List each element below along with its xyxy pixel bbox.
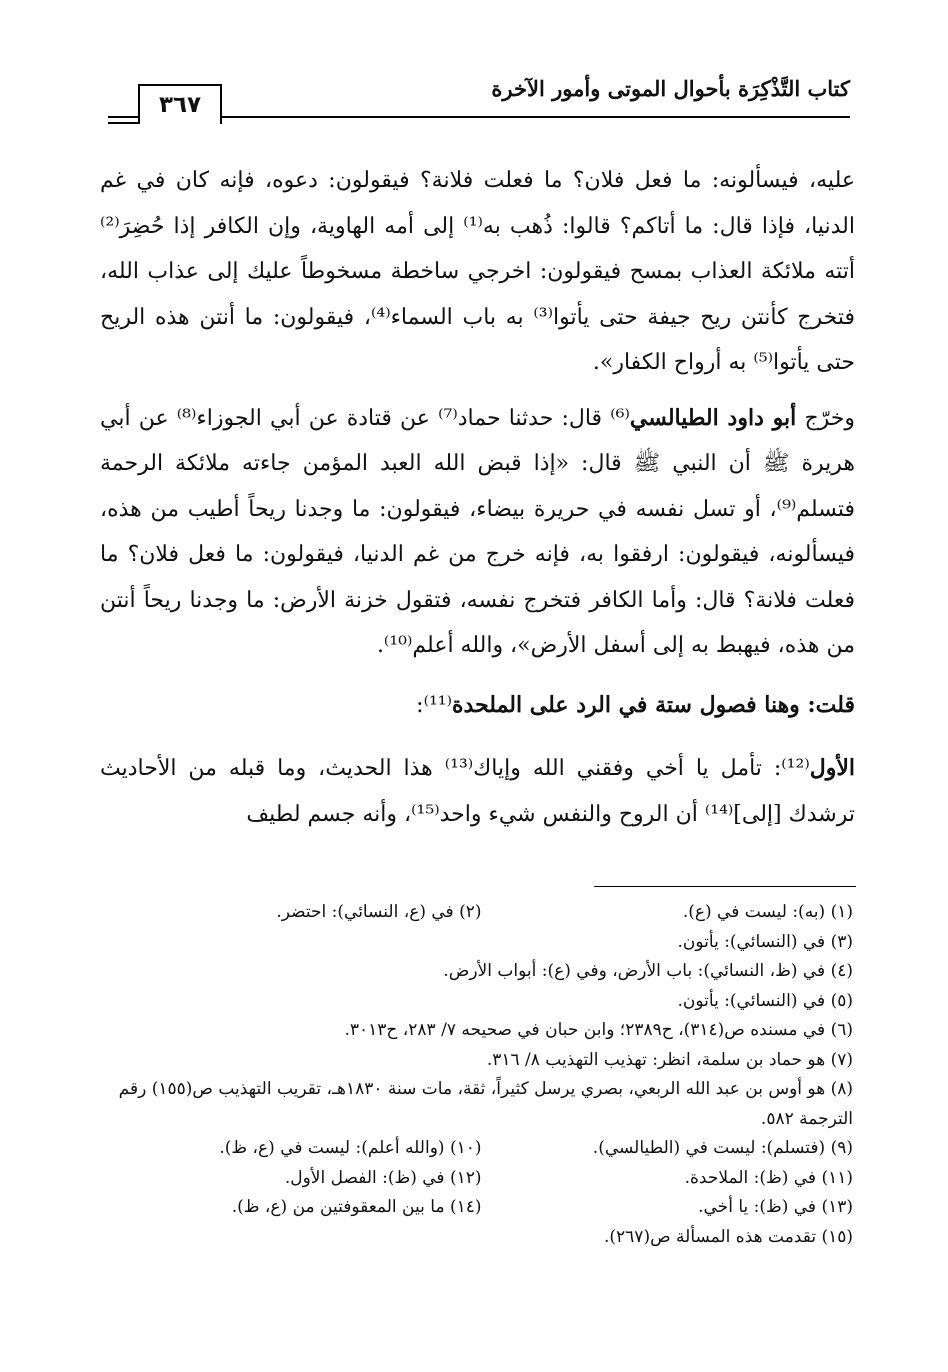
section-heading: قلت: وهنا فصول ستة في الرد على الملحدة⁽¹¹⁾: bbox=[416, 691, 855, 718]
footnote: (١١) في (ظ): الملاحدة. bbox=[684, 1167, 853, 1188]
footnote: (٥) في (النسائي): يأتون. bbox=[677, 990, 853, 1011]
footnotes bbox=[110, 898, 853, 1252]
footnote: (٤) في (ظ، النسائي): باب الأرض، وفي (ع): أبواب الأرض. bbox=[443, 961, 853, 981]
footnote: (١٠) (والله أعلم): ليست في (ع، ظ). bbox=[219, 1138, 482, 1158]
paragraph-3: الأول⁽¹²⁾: تأمل يا أخي وفقني الله وإياك⁽¹³⁾ هذا الحديث، وما قبله من الأحاديث ترشدك [إلى]⁽¹⁴⁾ أن الروح والنفس شيء واحد⁽¹⁵⁾، وأنه جسم لطيف bbox=[100, 755, 855, 827]
footnote: (٢) في (ع، النسائي): احتضر. bbox=[276, 902, 482, 922]
page-number: ٣٦٧ bbox=[138, 84, 222, 124]
paragraph-1: عليه، فيسألونه: ما فعل فلان؟ ما فعلت فلانة؟ فيقولون: دعوه، فإنه كان في غم الدنيا، فإذا قال: ما أتاكم؟ قالوا: ذُهب به⁽¹⁾ إلى أمه الهاوية، وإن الكافر إذا حُضِرَ⁽²⁾ أتته ملائكة العذاب بمسح فيقولون: اخرجي ساخطة مسخوطاً عليك إلى عذاب الله، فتخرج كأنتن ريح جيفة حتى يأتوا⁽³⁾ به باب السماء⁽⁴⁾، فيقولون: ما أنتن هذه الريح حتى يأتوا⁽⁵⁾ به أرواح الكفار». bbox=[100, 168, 855, 375]
running-header bbox=[108, 70, 850, 125]
footnote: (٧) هو حماد بن سلمة، انظر: تهذيب التهذيب ٨/ ٣١٦. bbox=[486, 1049, 853, 1070]
book-title: كتاب التَّذْكِرَة بأحوال الموتى وأمور الآخرة bbox=[491, 76, 850, 101]
main-text bbox=[100, 158, 855, 837]
footnote: (١٤) ما بين المعقوفتين من (ع، ظ). bbox=[231, 1197, 482, 1217]
footnote: (١٣) في (ظ): يا أخي. bbox=[698, 1197, 853, 1217]
first-chapter-label: الأول bbox=[809, 755, 855, 781]
footnote: (٦) في مسنده ص(٣١٤)، ح٢٣٨٩؛ وابن حبان في صحيحه ٧/ ٢٨٣، ح٣٠١٣. bbox=[344, 1020, 853, 1040]
footnote: (٣) في (النسائي): يأتون. bbox=[677, 931, 853, 952]
footnote: (١) (به): ليست في (ع). bbox=[682, 902, 853, 922]
footnote: (٨) هو أوس بن عبد الله الربعي، بصري يرسل كثيراً، ثقة، مات سنة ١٨٣٠هـ، تقريب التهذيب ص(١٥٥) رقم الترجمة ٥٨٢. bbox=[118, 1079, 853, 1129]
footnote: (١٢) في (ظ): الفصل الأول. bbox=[284, 1167, 482, 1188]
author-name: أبو داود الطيالسي bbox=[629, 404, 797, 431]
footnote: (٩) (فتسلم): ليست في (الطيالسي). bbox=[592, 1138, 853, 1158]
footnote: (١٥) تقدمت هذه المسألة ص(٢٦٧). bbox=[603, 1226, 853, 1247]
paragraph-2: وخرّج أبو داود الطيالسي⁽⁶⁾ قال: حدثنا حماد⁽⁷⁾ عن قتادة عن أبي الجوزاء⁽⁸⁾ عن أبي هريرة ﷺ أن النبي ﷺ قال: «إذا قبض الله العبد المؤمن جاءته ملائكة الرحمة فتسلم⁽⁹⁾، أو تسل نفسه في حريرة بيضاء، فيقولون: ما وجدنا ريحاً أطيب من هذه، فيسألونه، فيقولون: ارفقوا به، فإنه خرج من غم الدنيا، فيقولون: ما فعل فلان؟ ما فعلت فلانة؟ قال: وأما الكافر فتخرج نفسه، فتقول خزنة الأرض: ما وجدنا ريحاً أنتن من هذه، فيهبط به إلى أسفل الأرض»، والله أعلم⁽¹⁰⁾. bbox=[100, 404, 856, 658]
footnote-separator bbox=[594, 886, 856, 887]
